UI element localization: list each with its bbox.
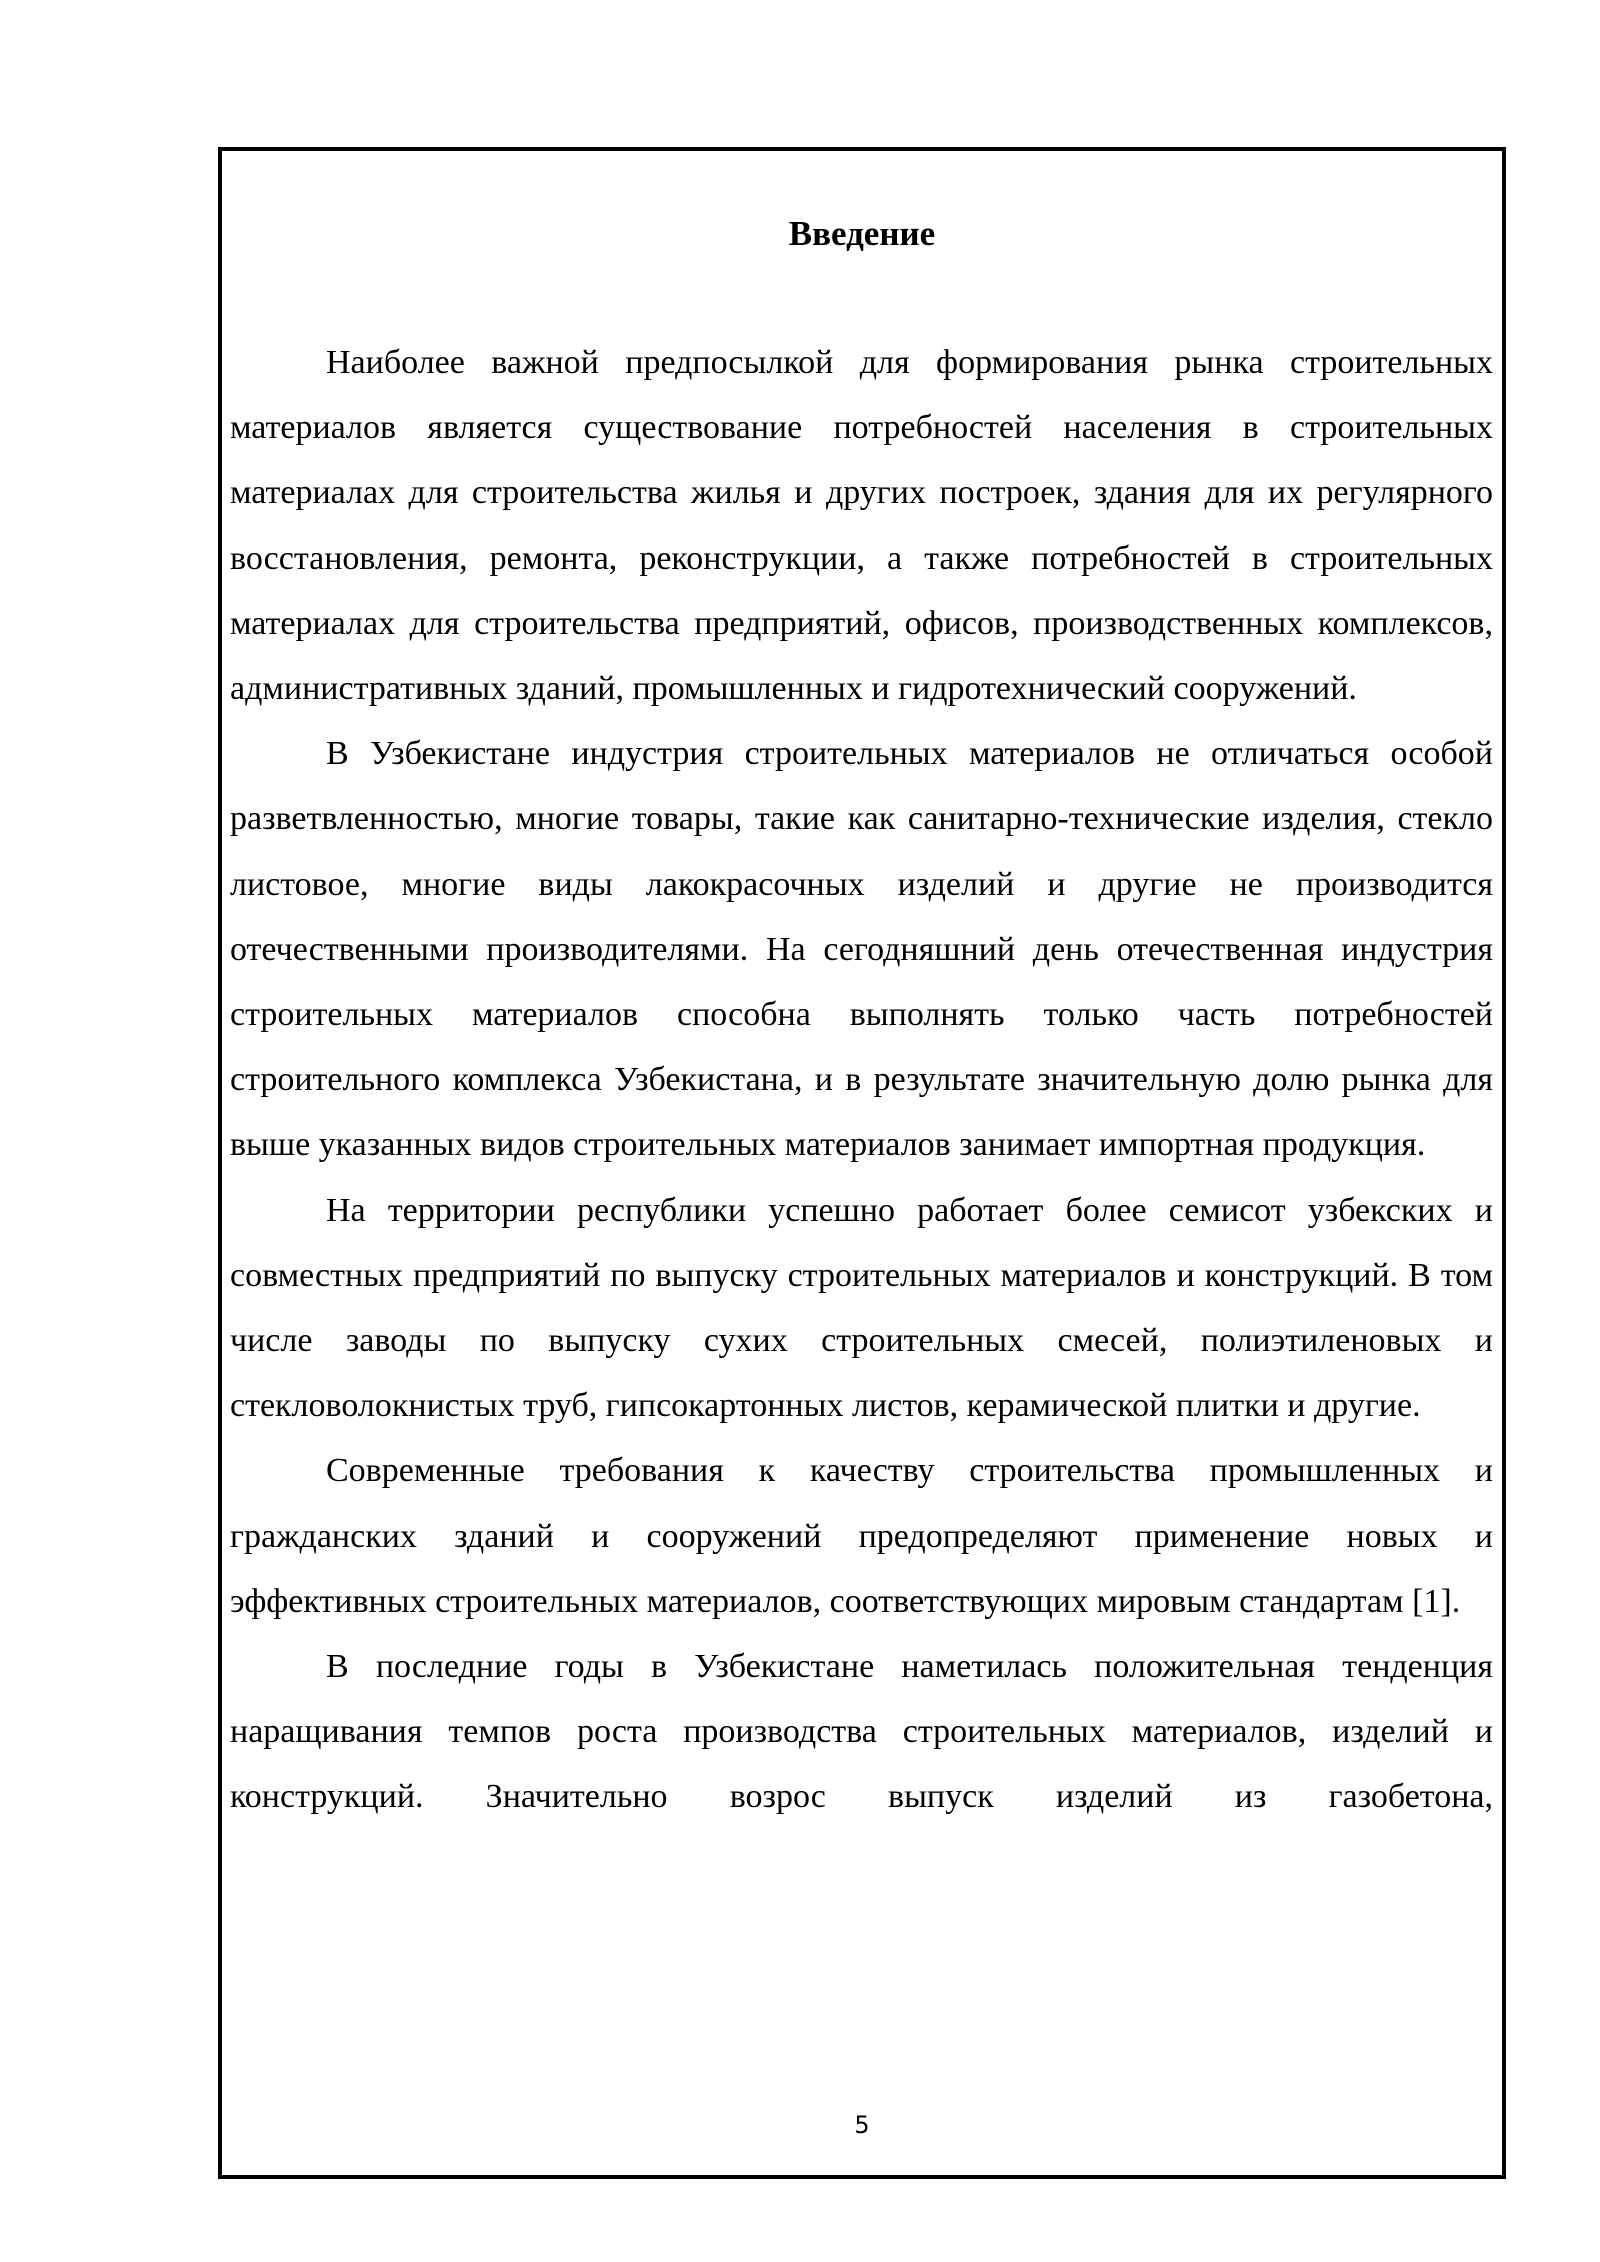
paragraph: В Узбекистане индустрия строительных материалов не отличаться особой разветвленностью, многие товары, такие как санитарно-технические изделия, стекло листовое, многие виды лакокрасочных изделий и другие не производится отечественными производителями. На сегодняшний день отечественная индустрия строительных материалов способна выполнять только часть потребностей строительного комплекса Узбекистана, и в результате значительную долю рынка для выше указанных видов строительных материалов занимает импортная продукция. (230, 735, 1493, 1164)
paragraph: Наиболее важной предпосылкой для формирования рынка строительных материалов является существование потребностей населения в строительных материалах для строительства жилья и других построек, здания для их регулярного восстановления, ремонта, реконструкции, а также потребностей в строительных материалах для строительства предприятий, офисов, производственных комплексов, административных зданий, промышленных и гидротехнический сооружений. (230, 344, 1493, 708)
page-title: Введение (788, 214, 936, 253)
document-body (230, 330, 1493, 1830)
paragraph: На территории республики успешно работает более семисот узбекских и совместных предприятий по выпуску строительных материалов и конструкций. В том числе заводы по выпуску сухих строительных смесей, полиэтиленовых и стекловолокнистых труб, гипсокартонных листов, керамической плитки и другие. (230, 1191, 1493, 1425)
paragraph: В последние годы в Узбекистане наметилась положительная тенденция наращивания темпов роста производства строительных материалов, изделий и конструкций. Значительно возрос выпуск изделий из газобетона, (230, 1648, 1493, 1816)
page-number: 5 (854, 2111, 870, 2139)
paragraph: Современные требования к качеству строительства промышленных и гражданских зданий и сооружений предопределяют применение новых и эффективных строительных материалов, соответствующих мировым стандартам [1]. (230, 1452, 1493, 1620)
